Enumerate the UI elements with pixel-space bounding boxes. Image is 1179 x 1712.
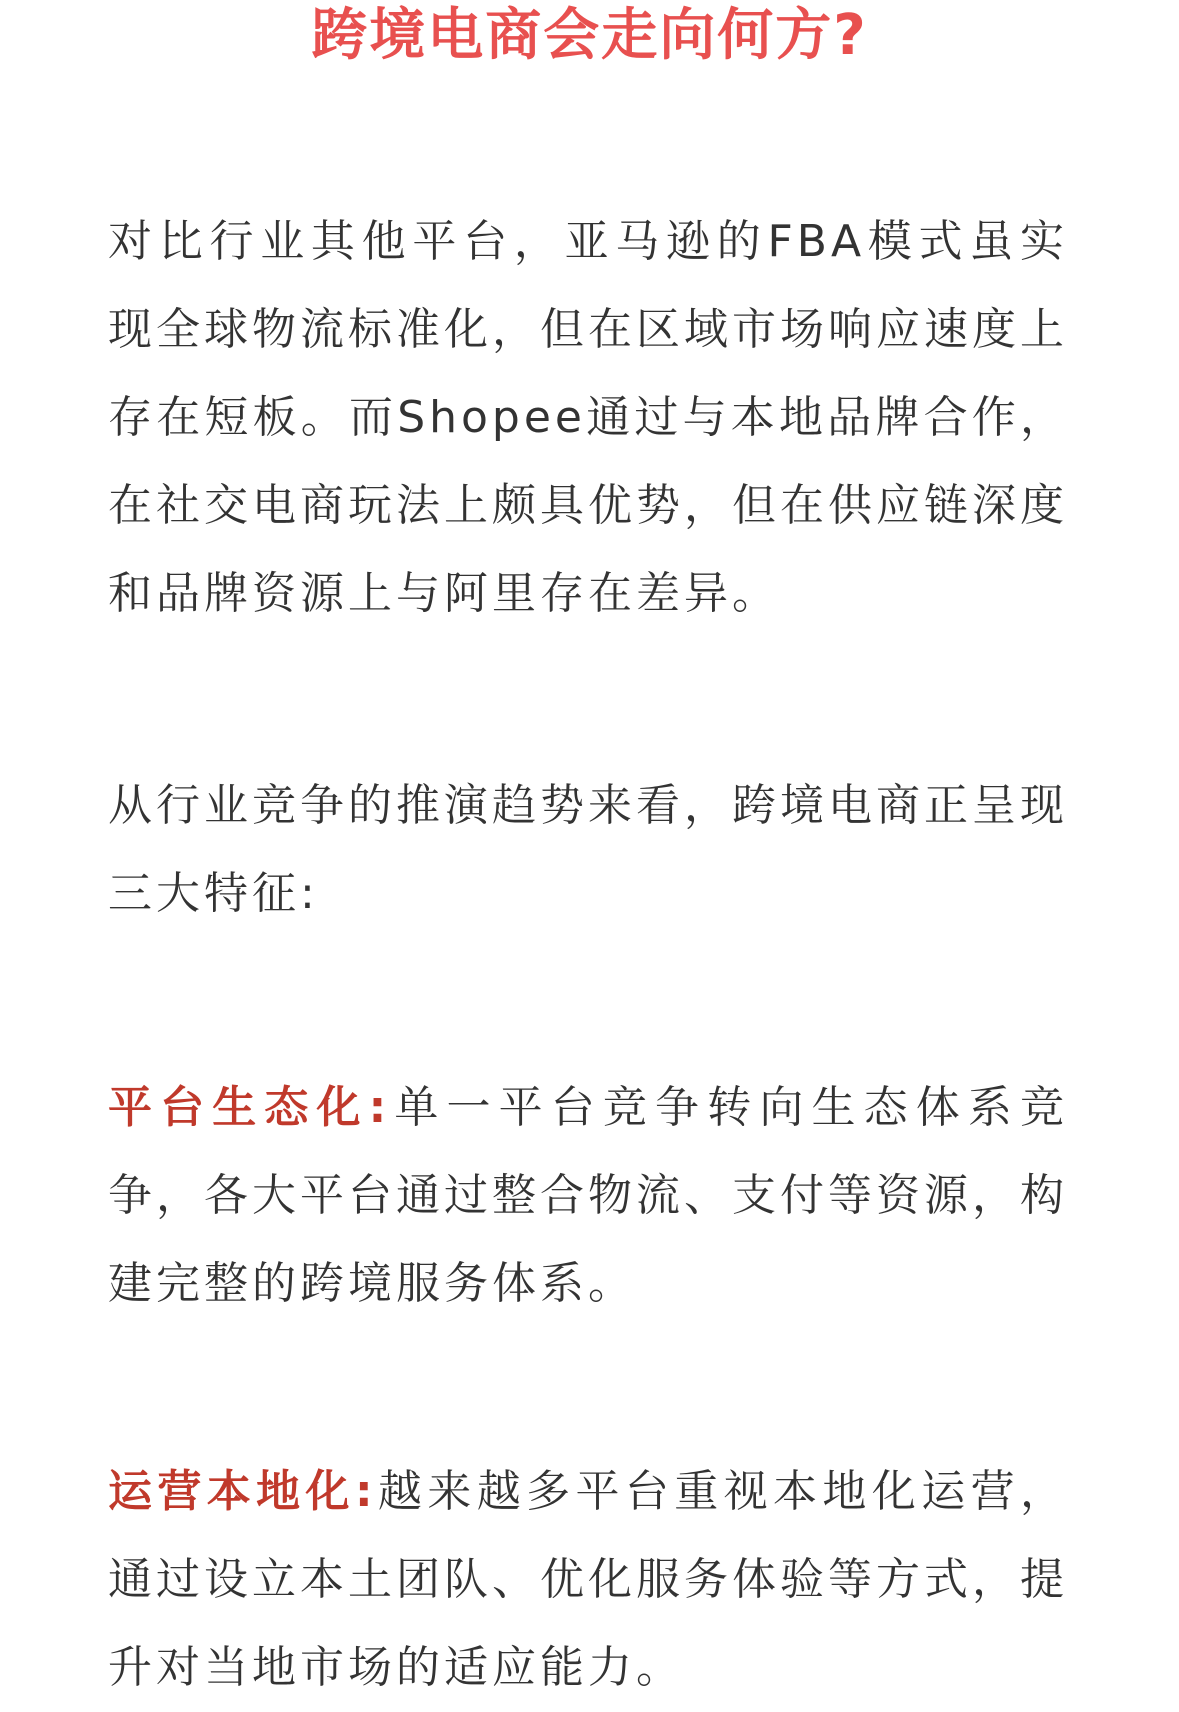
feature-operation-localization (108, 1448, 1068, 1712)
feature-label: 平台生态化: (108, 1082, 391, 1133)
paragraph-platform-comparison: 对比行业其他平台，亚马逊的FBA模式虽实现全球物流标准化，但在区域市场响应速度上存在短板。而Shopee通过与本地品牌合作，在社交电商玩法上颇具优势，但在供应链深度和品牌资源上与阿里存在差异。 (108, 216, 1068, 619)
feature-platform-ecosystem (108, 1064, 1068, 1328)
feature-text: 单一平台竞争转向生态体系竞争，各大平台通过整合物流、支付等资源，构建完整的跨境服务体系。 (108, 1082, 1068, 1309)
feature-text: 越来越多平台重视本地化运营，通过设立本土团队、优化服务体验等方式，提升对当地市场的适应能力。 (108, 1466, 1068, 1693)
article-title: 跨境电商会走向何方? (311, 3, 868, 68)
paragraph-trend-intro: 从行业竞争的推演趋势来看，跨境电商正呈现三大特征: (108, 780, 1068, 919)
feature-label: 运营本地化: (108, 1466, 377, 1517)
